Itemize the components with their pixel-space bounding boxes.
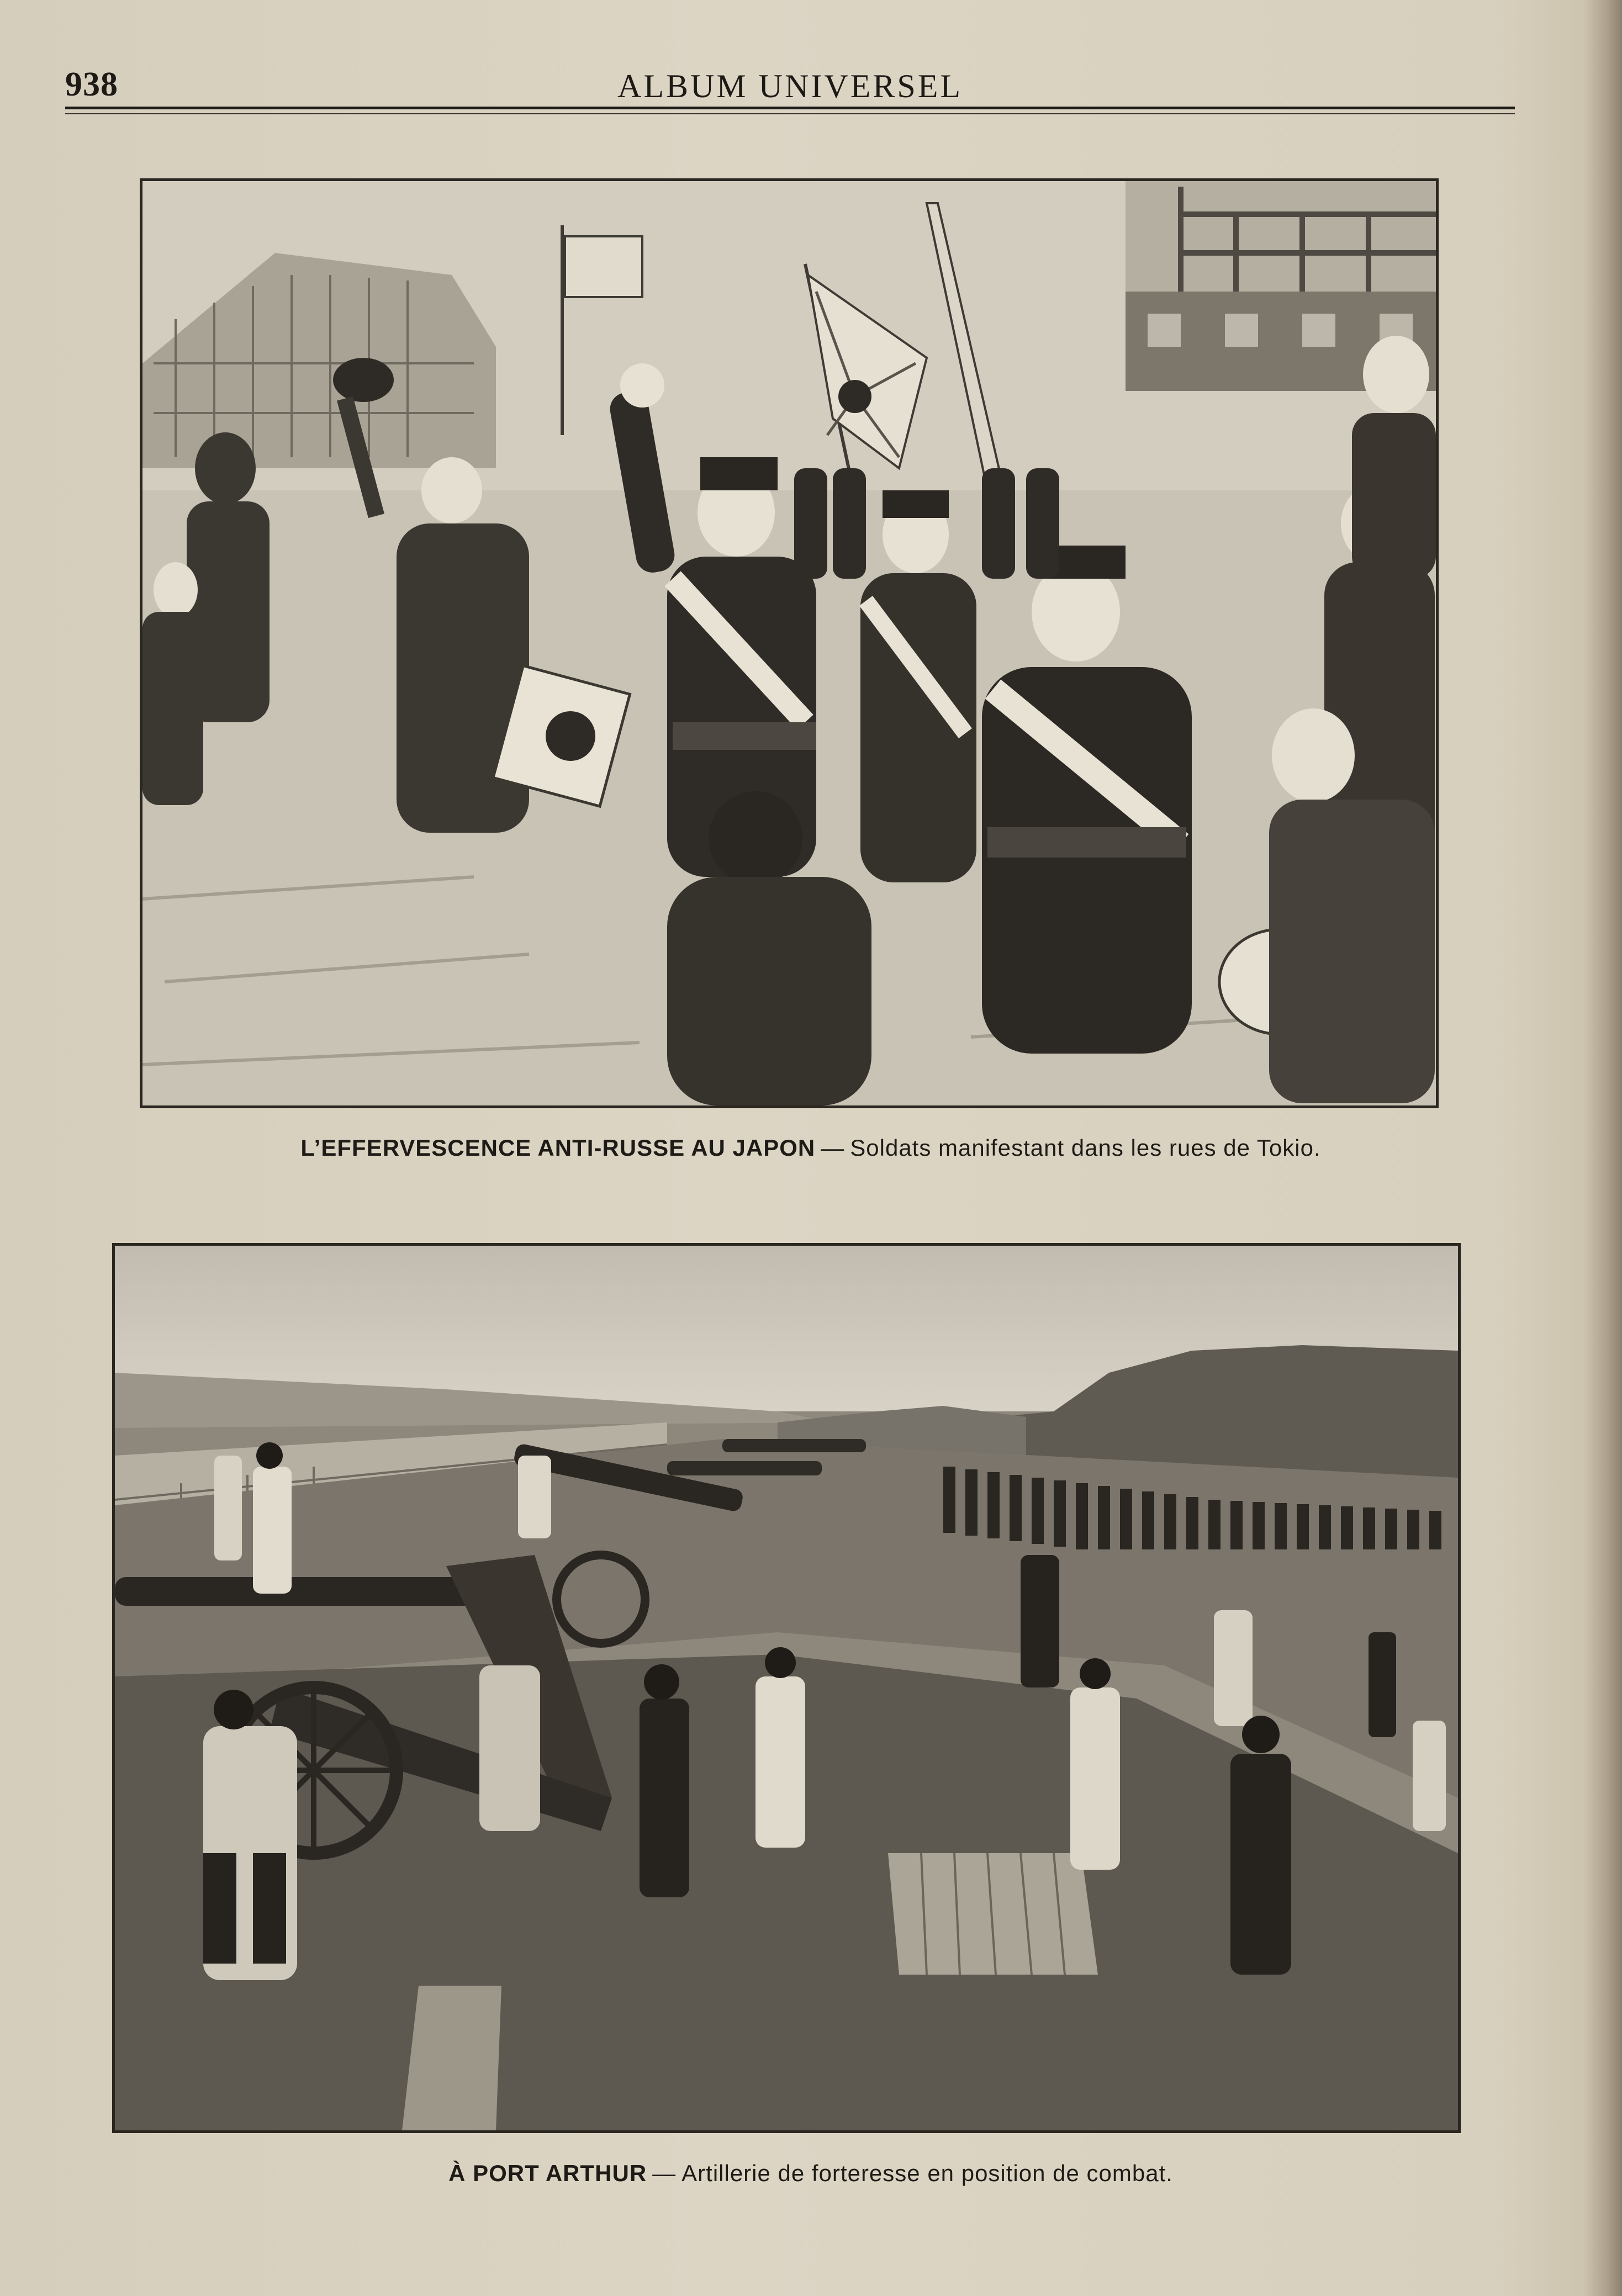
photo-fortress-artillery — [112, 1243, 1461, 2133]
caption-street-demonstration — [65, 1135, 1556, 1161]
caption-text: Soldats manifestant dans les rues de Tokio. — [850, 1135, 1321, 1161]
caption-fortress-artillery — [65, 2160, 1556, 2187]
illustration-street-demonstration-art — [142, 181, 1436, 1105]
caption-dash: — — [821, 1135, 845, 1161]
caption-title: L’EFFERVESCENCE ANTI-RUSSE AU JAPON — [300, 1135, 816, 1161]
photo-fortress-artillery-art — [115, 1246, 1458, 2130]
page-number: 938 — [65, 66, 118, 103]
caption-text: Artillerie de forteresse en position de combat. — [681, 2160, 1173, 2186]
running-title: ALBUM UNIVERSEL — [617, 68, 963, 104]
caption-title: À PORT ARTHUR — [448, 2160, 647, 2186]
page-edge-shadow — [1583, 0, 1622, 2296]
header-rule — [65, 107, 1515, 109]
illustration-street-demonstration — [140, 178, 1439, 1108]
header-rule-thin — [65, 113, 1515, 114]
caption-dash: — — [652, 2160, 677, 2186]
